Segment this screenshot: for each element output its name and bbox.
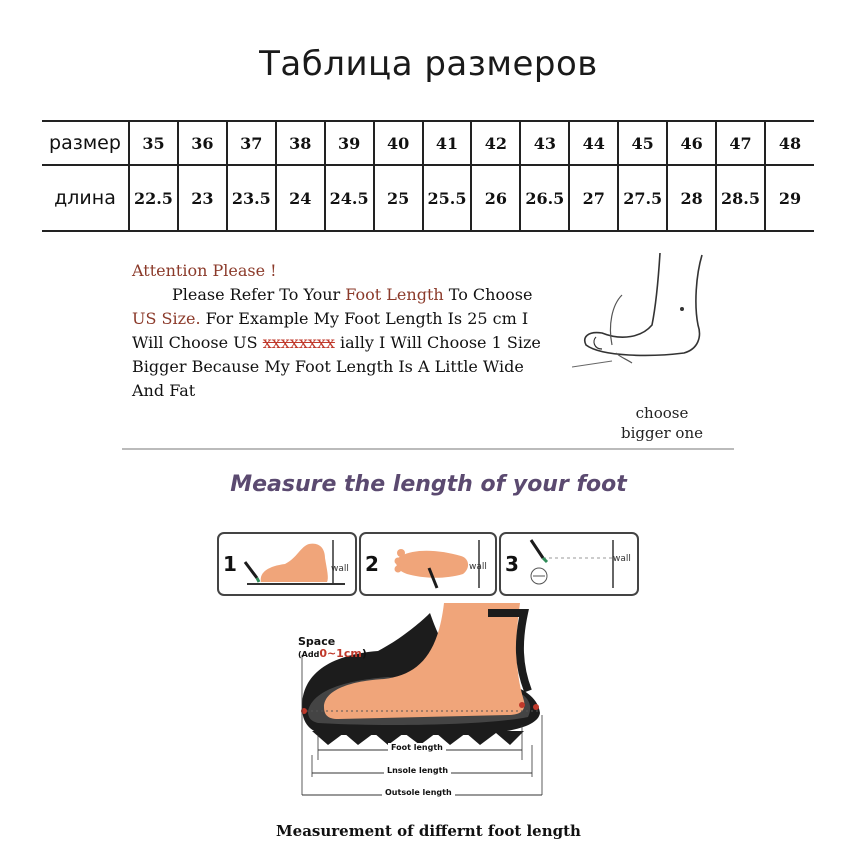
attention-text: To Choose bbox=[443, 285, 533, 304]
size-cell: 40 bbox=[374, 121, 423, 165]
measure-title: Measure the length of your foot bbox=[230, 472, 627, 497]
row-label-length: длина bbox=[42, 165, 129, 231]
attention-text: Will Choose US bbox=[132, 333, 263, 352]
wall-label: wall bbox=[331, 564, 349, 574]
choose-line: choose bbox=[635, 404, 689, 422]
length-cell: 29 bbox=[765, 165, 814, 231]
size-cell: 39 bbox=[325, 121, 374, 165]
attention-text: For Example My Foot Length Is 25 cm I bbox=[200, 309, 529, 328]
length-cell: 26.5 bbox=[520, 165, 569, 231]
length-cell: 28.5 bbox=[716, 165, 765, 231]
attention-highlight: Foot Length bbox=[345, 285, 444, 304]
size-cell: 35 bbox=[129, 121, 178, 165]
size-cell: 44 bbox=[569, 121, 618, 165]
measure-icon bbox=[521, 538, 633, 590]
space-sublabel bbox=[298, 647, 367, 660]
step-panel-1 bbox=[217, 532, 357, 596]
space-sub-text: ) bbox=[361, 647, 367, 660]
length-row bbox=[42, 165, 814, 231]
length-cell: 27.5 bbox=[618, 165, 667, 231]
wall-label: wall bbox=[613, 554, 631, 564]
length-cell: 25.5 bbox=[423, 165, 472, 231]
wall-label: wall bbox=[469, 562, 487, 572]
attention-highlight: US Size. bbox=[132, 309, 201, 328]
size-row bbox=[42, 121, 814, 165]
attention-redacted: xxxxxxxx bbox=[262, 333, 335, 352]
attention-line: Bigger Because My Foot Length Is A Little Wide bbox=[132, 357, 524, 376]
shoe-foot-illustration bbox=[288, 595, 578, 810]
step-number: 1 bbox=[223, 552, 237, 576]
size-cell: 48 bbox=[765, 121, 814, 165]
size-cell: 37 bbox=[227, 121, 276, 165]
foot-sketch-icon bbox=[572, 245, 722, 395]
size-cell: 38 bbox=[276, 121, 325, 165]
outsole-length-label: Outsole length bbox=[382, 788, 455, 797]
foot-length-label: Foot length bbox=[388, 743, 446, 752]
attention-text: ially I Will Choose 1 Size bbox=[334, 333, 541, 352]
attention-note bbox=[132, 259, 592, 403]
size-table bbox=[42, 120, 814, 232]
space-sub-range: 0~1cm bbox=[319, 647, 362, 660]
step-number: 3 bbox=[505, 552, 519, 576]
size-cell: 43 bbox=[520, 121, 569, 165]
attention-line bbox=[132, 283, 592, 307]
size-cell: 36 bbox=[178, 121, 227, 165]
attention-title: Attention Please ! bbox=[132, 261, 277, 280]
length-cell: 22.5 bbox=[129, 165, 178, 231]
length-cell: 27 bbox=[569, 165, 618, 231]
length-cell: 25 bbox=[374, 165, 423, 231]
attention-text: Please Refer To Your bbox=[172, 285, 346, 304]
attention-line: And Fat bbox=[132, 381, 196, 400]
divider bbox=[122, 448, 734, 450]
choose-note bbox=[612, 403, 712, 443]
page-title: Таблица размеров bbox=[259, 44, 598, 84]
length-cell: 24 bbox=[276, 165, 325, 231]
insole-length-label: Lnsole length bbox=[384, 766, 451, 775]
step-panel-2 bbox=[359, 532, 497, 596]
row-label-size: размер bbox=[42, 121, 129, 165]
step-panel-3 bbox=[499, 532, 639, 596]
size-cell: 47 bbox=[716, 121, 765, 165]
choose-line: bigger one bbox=[621, 424, 703, 442]
space-label: Space bbox=[298, 635, 336, 648]
attention-line bbox=[132, 307, 592, 331]
length-cell: 23.5 bbox=[227, 165, 276, 231]
length-cell: 23 bbox=[178, 165, 227, 231]
diagram-caption: Measurement of differnt foot length bbox=[276, 822, 581, 840]
length-cell: 24.5 bbox=[325, 165, 374, 231]
foot-measurement-diagram bbox=[288, 595, 578, 810]
size-cell: 42 bbox=[471, 121, 520, 165]
step-number: 2 bbox=[365, 552, 379, 576]
length-cell: 28 bbox=[667, 165, 716, 231]
space-sub-text: (Add bbox=[298, 650, 320, 659]
attention-line bbox=[132, 331, 592, 355]
size-cell: 41 bbox=[423, 121, 472, 165]
length-cell: 26 bbox=[471, 165, 520, 231]
size-cell: 45 bbox=[618, 121, 667, 165]
size-cell: 46 bbox=[667, 121, 716, 165]
